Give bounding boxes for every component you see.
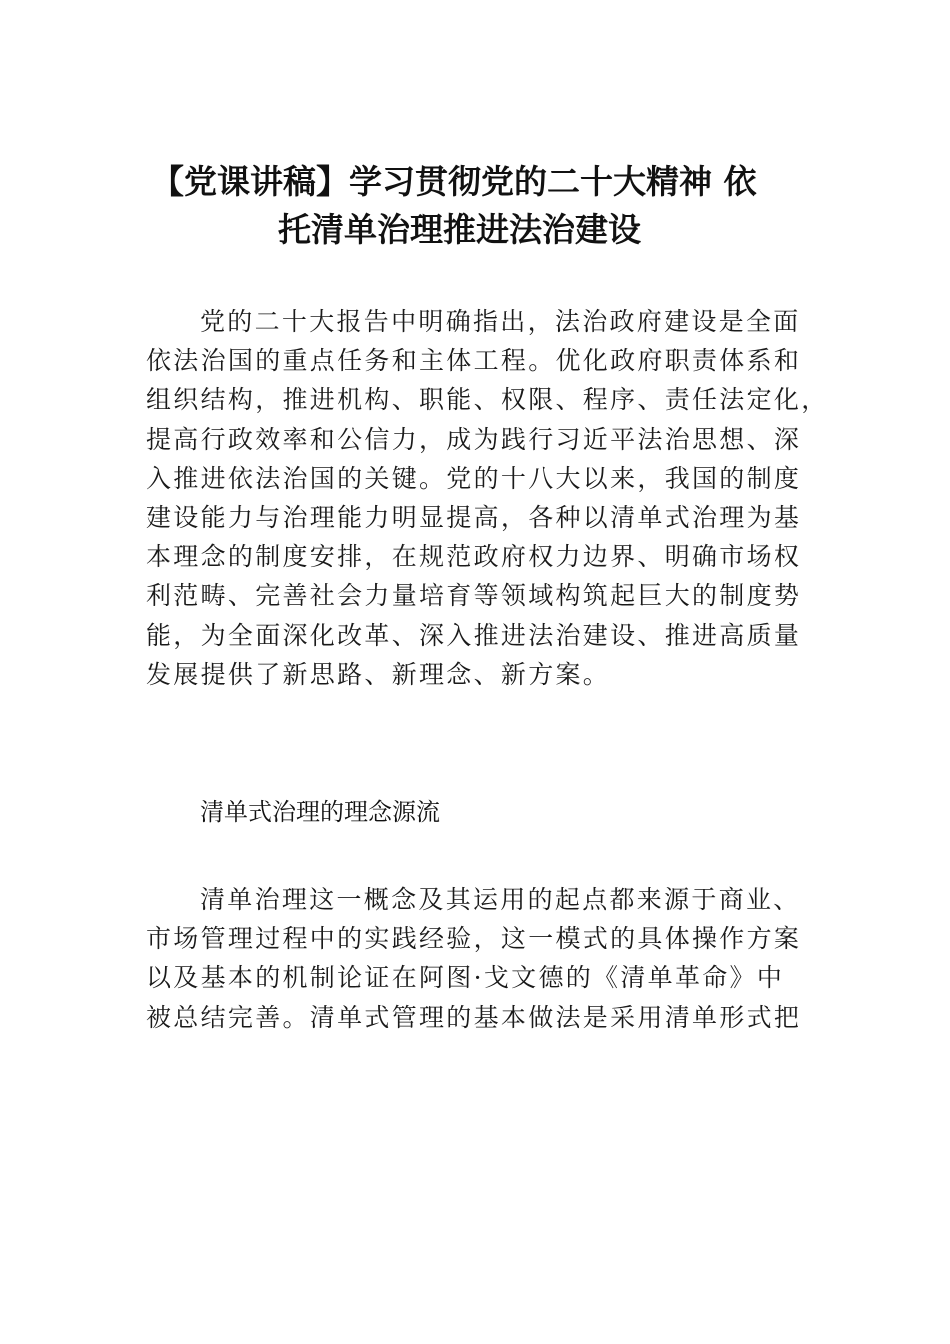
paragraph-line: 市场管理过程中的实践经验，这一模式的具体操作方案 <box>146 924 802 954</box>
paragraph-line: 利范畴、完善社会力量培育等领域构筑起巨大的制度势 <box>146 581 802 611</box>
paragraph-line: 清单治理这一概念及其运用的起点都来源于商业、 <box>200 885 801 914</box>
paragraph-line: 组织结构，推进机构、职能、权限、程序、责任法定化， <box>146 385 829 415</box>
paragraph-line: 建设能力与治理能力明显提高，各种以清单式治理为基 <box>146 503 802 533</box>
paragraph-line: 依法治国的重点任务和主体工程。优化政府职责体系和 <box>146 346 802 376</box>
paragraph-line: 入推进依法治国的关键。党的十八大以来，我国的制度 <box>146 463 802 493</box>
paragraph-line: 被总结完善。清单式管理的基本做法是采用清单形式把 <box>146 1002 802 1032</box>
section-heading: 清单式治理的理念源流 <box>200 798 440 826</box>
section-paragraph <box>146 880 806 1037</box>
paragraph-line: 发展提供了新思路、新理念、新方案。 <box>146 659 611 689</box>
paragraph-line: 党的二十大报告中明确指出，法治政府建设是全面 <box>200 307 801 336</box>
paragraph-line: 提高行政效率和公信力，成为践行习近平法治思想、深 <box>146 424 802 454</box>
intro-paragraph <box>146 302 829 694</box>
paragraph-line: 能，为全面深化改革、深入推进法治建设、推进高质量 <box>146 620 802 650</box>
title-line-1: 【党课讲稿】学习贯彻党的二十大精神 依 <box>151 162 757 201</box>
paragraph-line: 本理念的制度安排，在规范政府权力边界、明确市场权 <box>146 542 802 572</box>
paragraph-line: 以及基本的机制论证在阿图·戈文德的《清单革命》中 <box>146 963 785 993</box>
title-line-2: 托清单治理推进法治建设 <box>278 210 641 249</box>
document-title <box>0 158 950 254</box>
